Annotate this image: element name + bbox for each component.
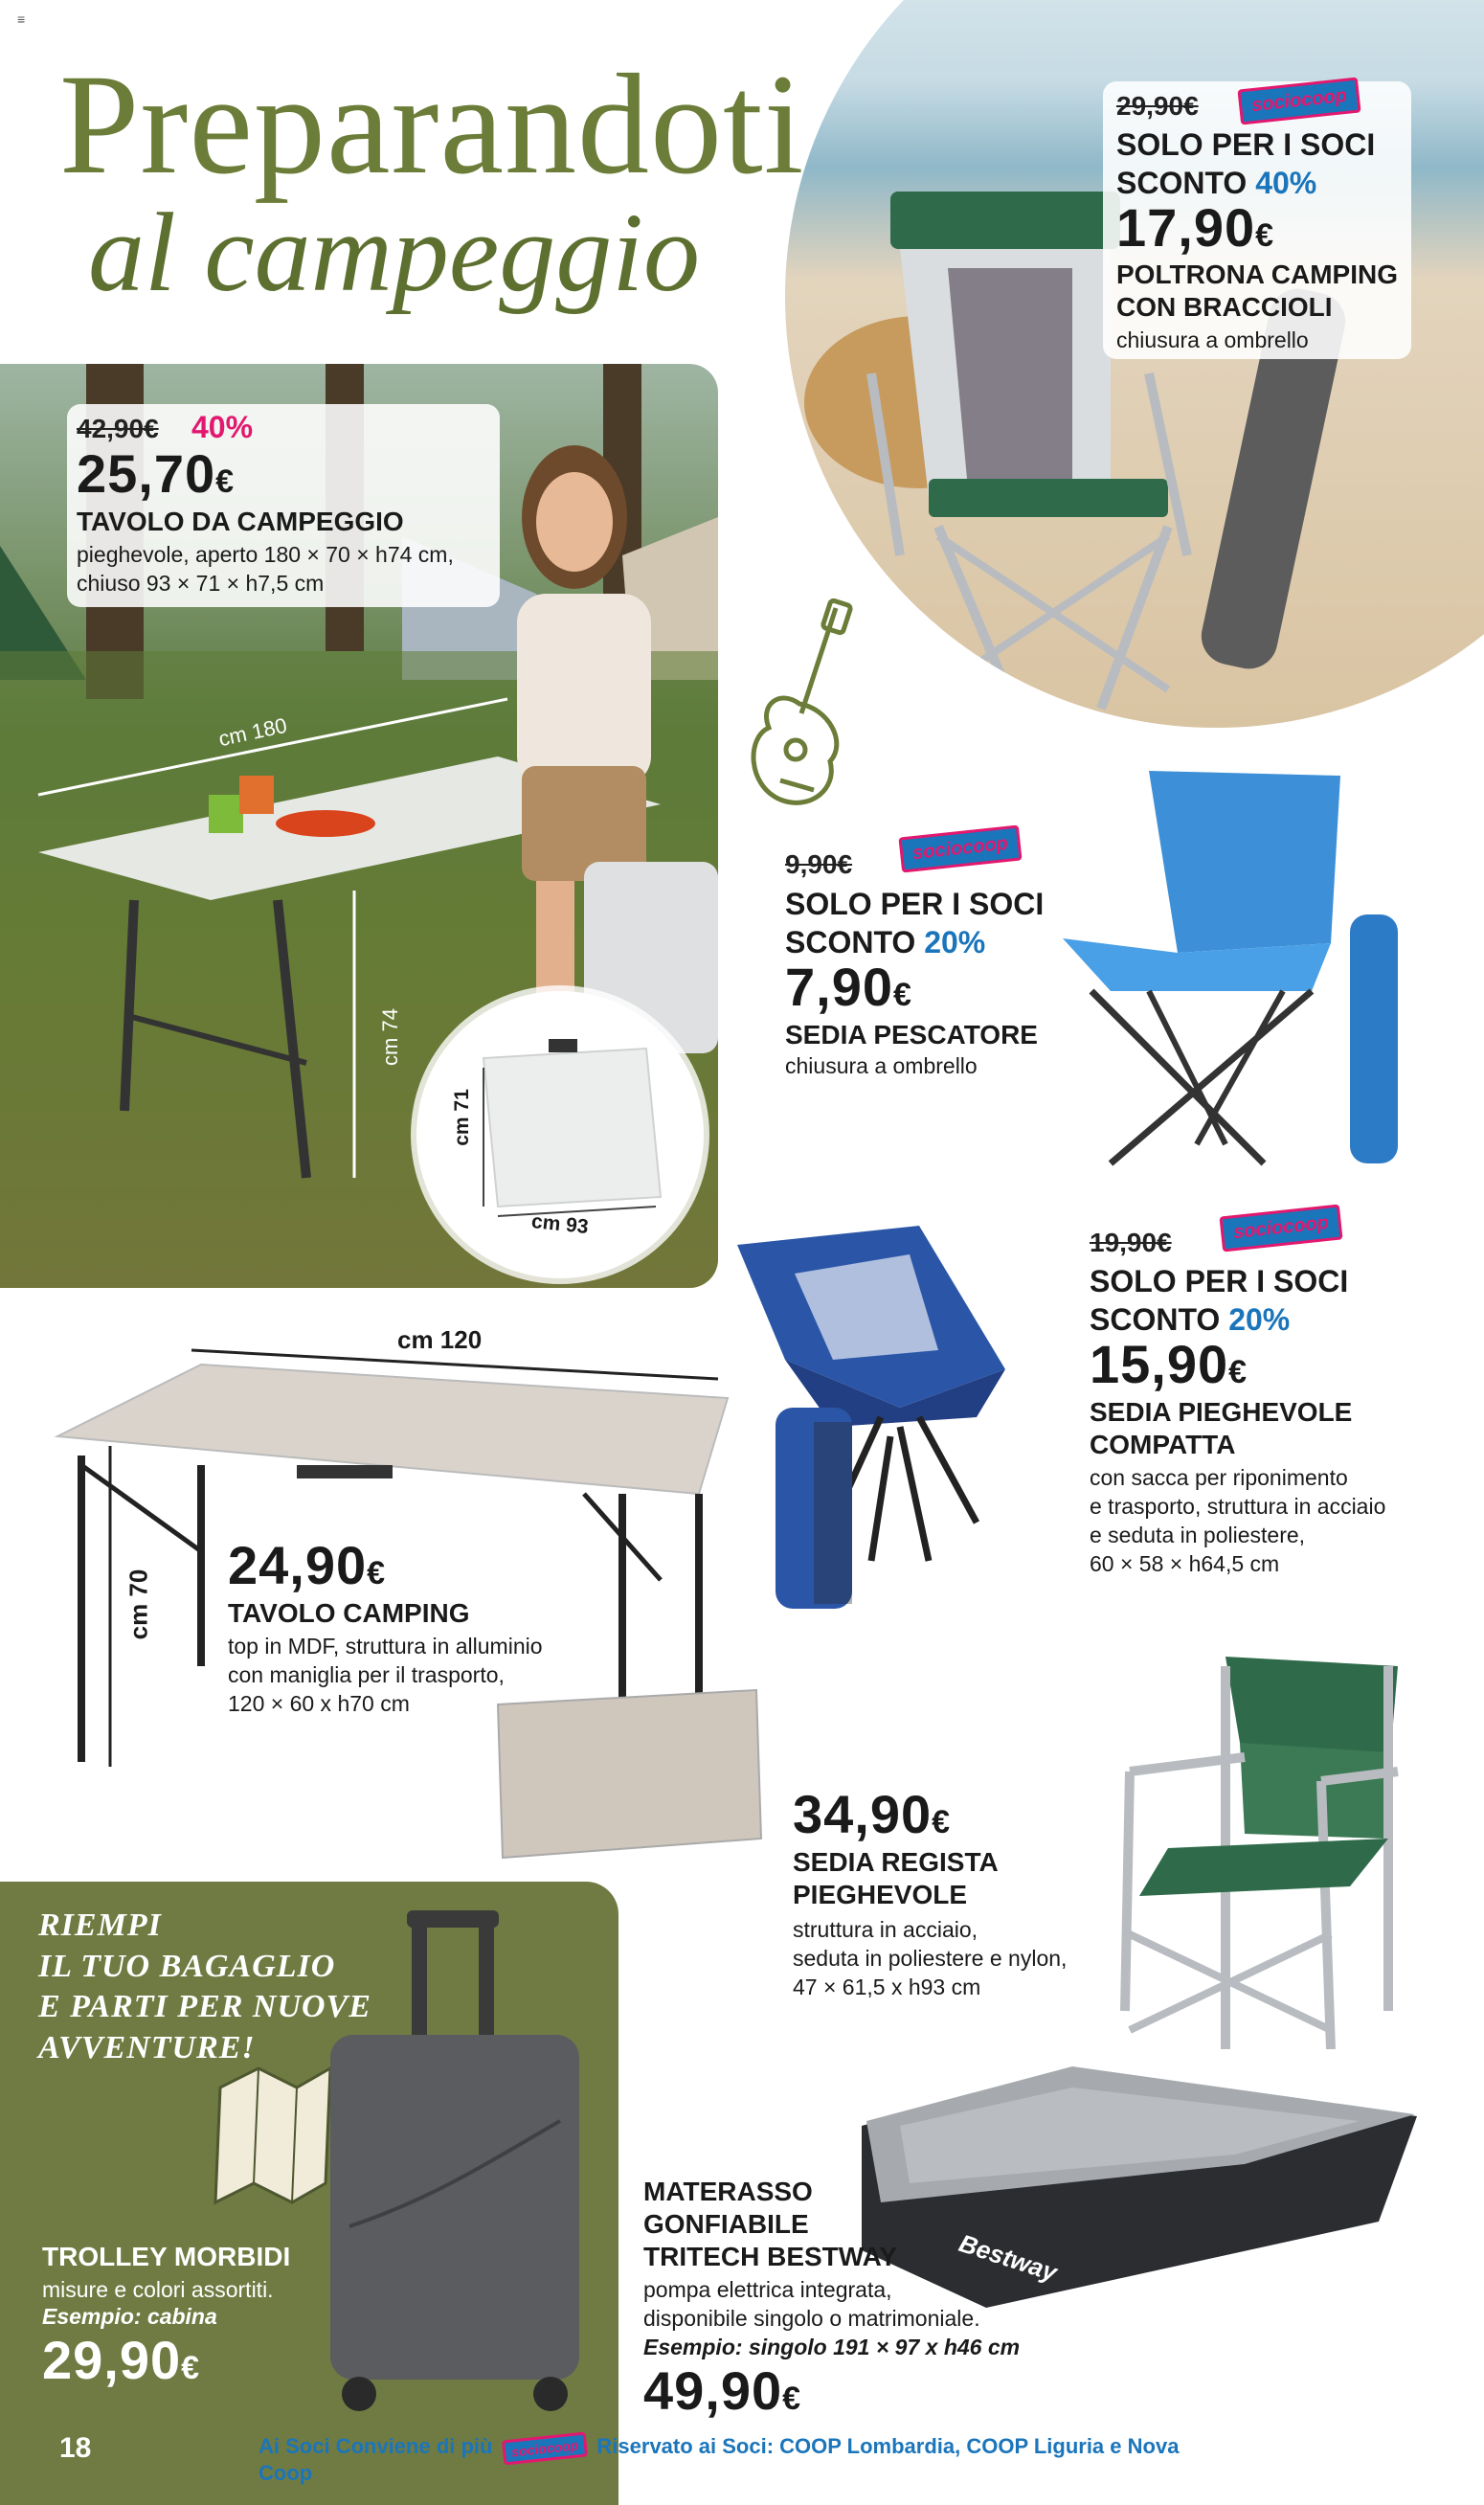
page-number: 18 xyxy=(59,2432,92,2464)
sociocoop-badge: sociocoop xyxy=(1219,1205,1342,1252)
wood-table-height-label: cm 70 xyxy=(124,1568,153,1640)
dim-height-label: cm 74 xyxy=(377,1008,402,1066)
page-title: Preparandoti xyxy=(59,45,805,204)
sociocoop-badge: sociocoop xyxy=(502,2431,588,2465)
compatta-desc-1: con sacca per riponimento xyxy=(1090,1465,1348,1490)
poltrona-price xyxy=(1116,196,1274,259)
trolley-example: Esempio: cabina xyxy=(42,2304,217,2329)
compatta-name-1: SEDIA PIEGHEVOLE xyxy=(1090,1397,1353,1427)
poltrona-old-price: 29,90€ xyxy=(1116,91,1199,121)
slogan-line-4: AVVENTURE! xyxy=(38,2029,256,2065)
price-value: 25,70 xyxy=(77,443,216,504)
guitar-icon xyxy=(742,598,857,819)
compatta-desc-3: e seduta in poliestere, xyxy=(1090,1523,1306,1547)
euro-sign: € xyxy=(893,977,912,1013)
compatta-name-2: COMPATTA xyxy=(1090,1430,1236,1459)
tavolo-camping-desc-2: con maniglia per il trasporto, xyxy=(228,1662,505,1687)
slogan-line-3: E PARTI PER NUOVE xyxy=(38,1989,371,2024)
tavolo-camping-desc-1: top in MDF, struttura in alluminio xyxy=(228,1634,543,1659)
map-icon xyxy=(211,2059,335,2212)
page-marker: ≡ xyxy=(17,11,26,27)
sociocoop-badge: sociocoop xyxy=(1237,78,1360,125)
sconto-label: SCONTO xyxy=(785,925,916,959)
poltrona-name-2: CON BRACCIOLI xyxy=(1116,292,1333,322)
closed-height-label: cm 71 xyxy=(450,1089,473,1146)
euro-sign: € xyxy=(181,2350,201,2386)
slogan-line-1: RIEMPI xyxy=(38,1907,162,1943)
regista-desc-3: 47 × 61,5 x h93 cm xyxy=(793,1975,981,1999)
trolley-desc: misure e colori assortiti. xyxy=(42,2277,274,2302)
slogan-line-2: IL TUO BAGAGLIO xyxy=(38,1948,336,1984)
sconto-label: SCONTO xyxy=(1090,1302,1221,1337)
compatta-desc-4: 60 × 58 × h64,5 cm xyxy=(1090,1551,1280,1576)
materasso-name-3: TRITECH BESTWAY xyxy=(643,2242,897,2271)
euro-sign: € xyxy=(782,2381,802,2417)
materasso-name-1: MATERASSO xyxy=(643,2177,813,2206)
tavolo-campeggio-card xyxy=(67,404,500,607)
poltrona-desc: chiusura a ombrello xyxy=(1116,327,1309,352)
compatta-desc-2: e trasporto, struttura in acciaio xyxy=(1090,1494,1386,1519)
tavolo-camping-desc-3: 120 × 60 x h70 cm xyxy=(228,1691,410,1716)
regista-name-1: SEDIA REGISTA xyxy=(793,1847,999,1877)
compatta-old-price: 19,90€ xyxy=(1090,1228,1172,1257)
price-value: 49,90 xyxy=(643,2360,783,2421)
tavolo-discount: 40% xyxy=(191,410,254,444)
bestway-logo: Bestway xyxy=(956,2228,1061,2288)
price-value: 7,90 xyxy=(785,957,893,1017)
tavolo-desc-1: pieghevole, aperto 180 × 70 × h74 cm, xyxy=(77,542,454,567)
materasso-desc-1: pompa elettrica integrata, xyxy=(643,2277,892,2302)
euro-sign: € xyxy=(932,1804,952,1840)
tavolo-old-price: 42,90€ xyxy=(77,414,159,443)
trolley-price xyxy=(42,2329,200,2391)
euro-sign: € xyxy=(1228,1354,1248,1390)
tavolo-camping-name: TAVOLO CAMPING xyxy=(228,1598,470,1628)
wood-table-length-label: cm 120 xyxy=(397,1325,483,1354)
euro-sign: € xyxy=(215,463,236,500)
trolley-suitcase-illustration xyxy=(321,1910,598,2427)
price-value: 34,90 xyxy=(793,1784,933,1844)
regista-desc-2: seduta in poliestere e nylon, xyxy=(793,1946,1068,1971)
pescatore-price xyxy=(785,956,912,1018)
sconto-percent: 40% xyxy=(1255,166,1317,200)
regista-name-2: PIEGHEVOLE xyxy=(793,1880,968,1909)
sconto-percent: 20% xyxy=(924,925,986,959)
footer-right-text: Riservato ai Soci: COOP Lombardia, COOP Liguria e Nova Coop xyxy=(259,2434,1180,2485)
director-chair-illustration xyxy=(1111,1647,1417,2068)
closed-width-label: cm 93 xyxy=(530,1209,590,1239)
tavolo-name: TAVOLO DA CAMPEGGIO xyxy=(77,507,404,536)
fishing-chair-illustration xyxy=(1053,761,1417,1183)
euro-sign: € xyxy=(1255,217,1275,254)
tavolo-desc-2: chiuso 93 × 71 × h7,5 cm xyxy=(77,571,325,596)
price-value: 17,90 xyxy=(1116,197,1256,258)
dim-length-label: cm 180 xyxy=(216,712,289,752)
pescatore-name: SEDIA PESCATORE xyxy=(785,1020,1038,1049)
price-value: 29,90 xyxy=(42,2330,182,2390)
closed-table-inset xyxy=(416,991,704,1278)
poltrona-card xyxy=(1103,81,1411,359)
air-mattress-illustration xyxy=(843,2059,1436,2346)
price-value: 24,90 xyxy=(228,1535,368,1595)
pescatore-desc: chiusura a ombrello xyxy=(785,1053,978,1078)
materasso-name-2: GONFIABILE xyxy=(643,2209,809,2239)
poltrona-soci-line: SOLO PER I SOCI xyxy=(1116,127,1376,162)
materasso-desc-2: disponibile singolo o matrimoniale. xyxy=(643,2306,980,2331)
sconto-percent: 20% xyxy=(1228,1302,1291,1337)
regista-desc-1: struttura in acciaio, xyxy=(793,1917,978,1942)
footer-bar xyxy=(259,2434,1225,2485)
materasso-price xyxy=(643,2359,801,2422)
trolley-name: TROLLEY MORBIDI xyxy=(42,2242,291,2271)
pescatore-old-price: 9,90€ xyxy=(785,849,853,879)
materasso-example: Esempio: singolo 191 × 97 x h46 cm xyxy=(643,2335,1021,2359)
pescatore-soci-line: SOLO PER I SOCI xyxy=(785,887,1045,921)
tavolo-camping-price xyxy=(228,1534,386,1596)
compatta-soci-line: SOLO PER I SOCI xyxy=(1090,1264,1349,1298)
poltrona-name-1: POLTRONA CAMPING xyxy=(1116,260,1398,289)
sconto-label: SCONTO xyxy=(1116,166,1248,200)
euro-sign: € xyxy=(367,1555,387,1591)
page-subtitle: al campeggio xyxy=(88,190,701,315)
tavolo-price xyxy=(77,442,235,505)
regista-price xyxy=(793,1783,951,1845)
compatta-price xyxy=(1090,1333,1248,1395)
sociocoop-badge: sociocoop xyxy=(898,825,1022,873)
footer-left-text: Ai Soci Conviene di più xyxy=(259,2434,493,2458)
price-value: 15,90 xyxy=(1090,1334,1229,1394)
